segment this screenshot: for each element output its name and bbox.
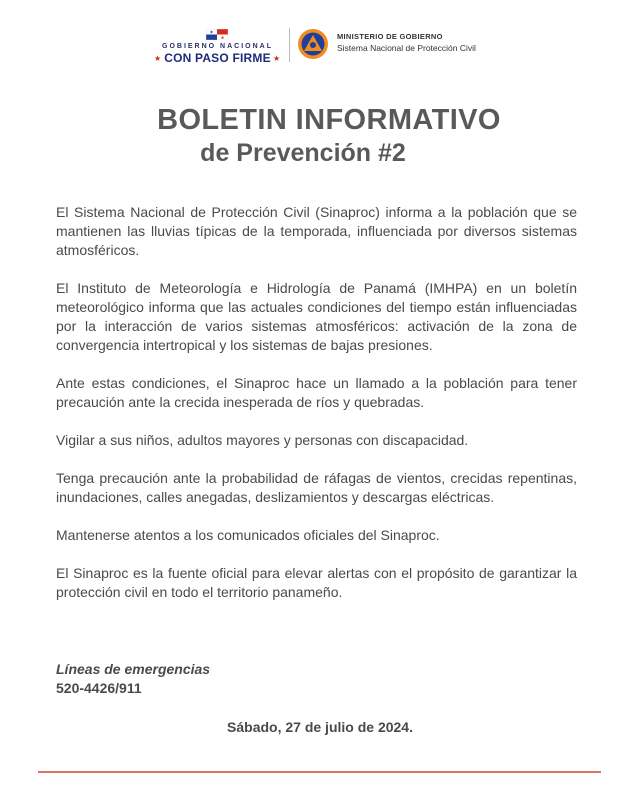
paragraph: Vigilar a sus niños, adultos mayores y personas con discapacidad.: [56, 432, 469, 448]
ministry-name: MINISTERIO DE GOBIERNO: [337, 32, 443, 41]
header: [0, 26, 640, 66]
paragraph: El Sistema Nacional de Protección Civil (Sinaproc) informa a la población que se mantienen las lluvias típicas de la temporada, influenciada por diversos sistemas atmosféricos.: [56, 204, 577, 258]
svg-text:★: ★: [220, 35, 225, 40]
paragraph: El Sinaproc es la fuente oficial para elevar alertas con el propósito de garantizar la protección civil en todo el territorio panameño.: [56, 565, 577, 600]
emergency-label: Líneas de emergencias: [56, 661, 211, 677]
gov-line1: GOBIERNO NACIONAL: [162, 43, 273, 50]
paragraph: Mantenerse atentos a los comunicados oficiales del Sinaproc.: [56, 527, 440, 543]
star-icon: ★: [154, 54, 162, 63]
emergency-lines: [56, 660, 210, 698]
header-divider: [289, 28, 290, 62]
star-icon: ★: [273, 54, 281, 63]
bulletin-title: [0, 104, 640, 168]
ministry-subtitle: Sistema Nacional de Protección Civil: [337, 43, 476, 53]
paragraph: El Instituto de Meteorología e Hidrología de Panamá (IMHPA) en un boletín meteorológico informa que las actuales condiciones del tiempo están influenciadas por la interacción de varios sistemas atmosféricos: activación de la zona de convergencia intertropical y los sistemas de bajas presiones.: [56, 280, 577, 353]
gov-line2: CON PASO FIRME: [164, 51, 271, 65]
svg-text:★: ★: [209, 29, 214, 35]
title-line2: de Prevención #2: [200, 139, 406, 167]
paragraph: Tenga precaución ante la probabilidad de ráfagas de vientos, crecidas repentinas, inundaciones, calles anegadas, deslizamientos y descargas eléctricas.: [56, 470, 577, 505]
ministry-block: [337, 32, 476, 53]
panama-flag-icon: [206, 29, 228, 40]
bulletin-body: [56, 203, 577, 621]
emergency-number: 520-4426/911: [56, 680, 142, 696]
sinaproc-emblem-icon: [297, 28, 329, 60]
paragraph: Ante estas condiciones, el Sinaproc hace un llamado a la población para tener precaución ante la crecida inesperada de ríos y quebradas.: [56, 375, 577, 410]
title-line1: BOLETIN INFORMATIVO: [157, 104, 501, 136]
bulletin-date: Sábado, 27 de julio de 2024.: [227, 719, 413, 735]
gobierno-nacional-logo: [150, 30, 285, 70]
footer-divider: [38, 771, 601, 773]
